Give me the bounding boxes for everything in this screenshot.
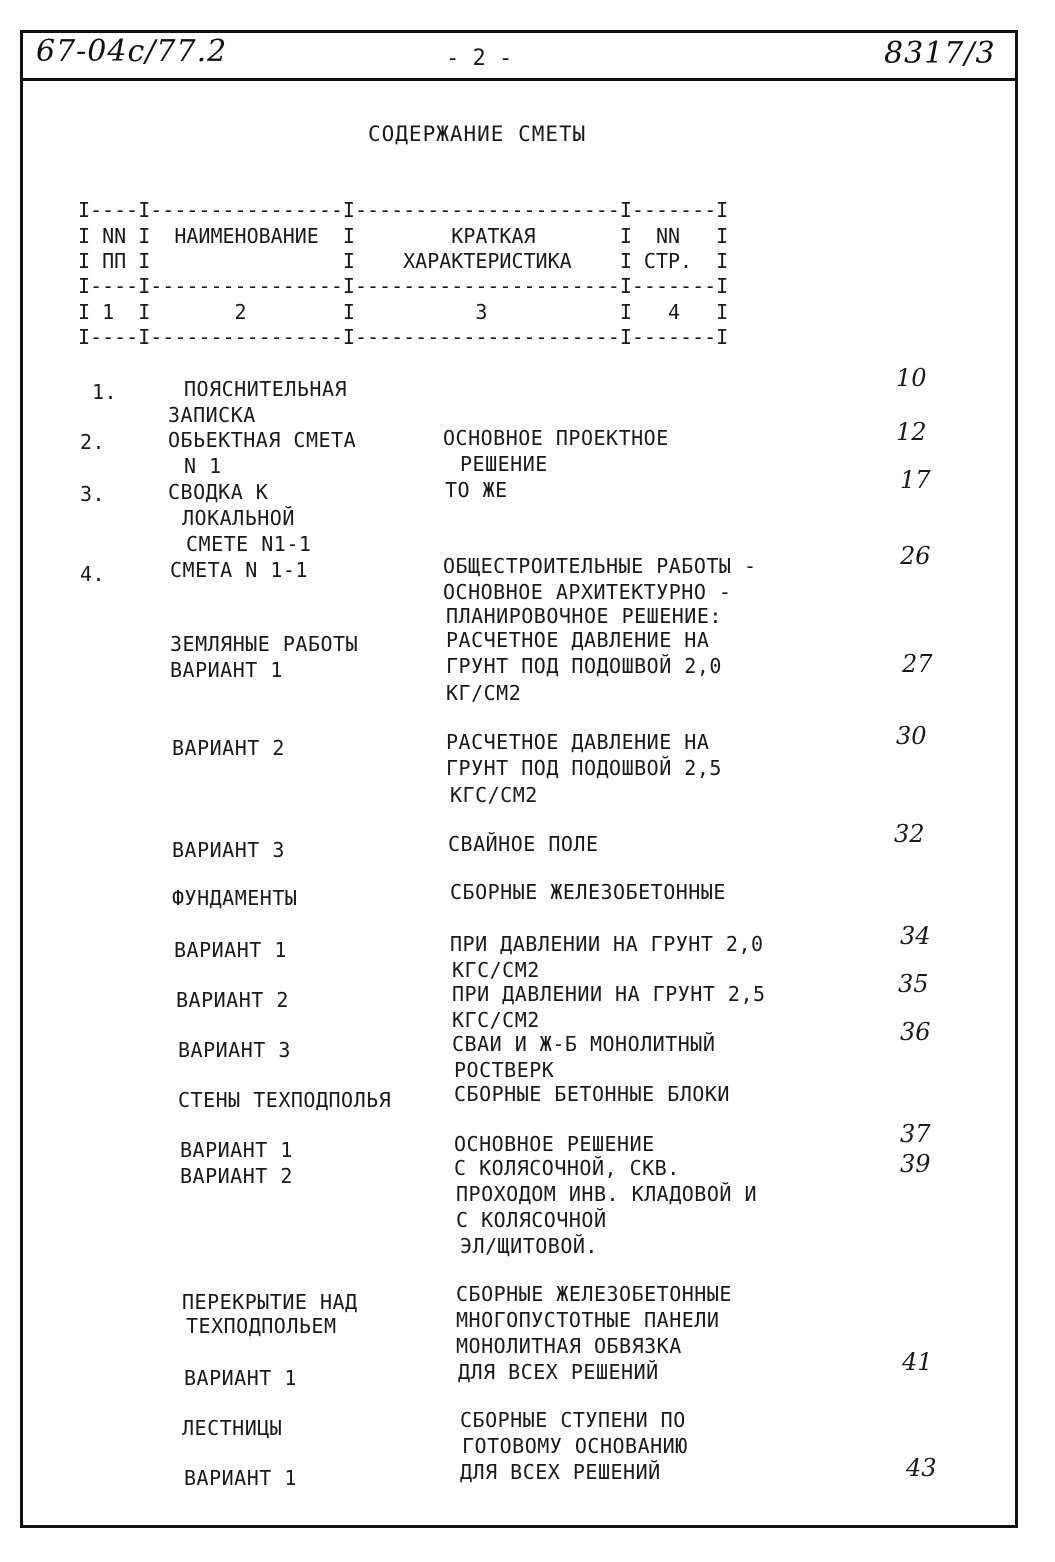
row-page: 27 — [902, 650, 933, 678]
row-number: 1. — [92, 380, 118, 404]
header-divider — [20, 78, 1018, 81]
header-rule-top: I----I----------------I----------------------I-------I — [78, 198, 729, 222]
row-description: ДЛЯ ВСЕХ РЕШЕНИЙ — [460, 1460, 661, 1484]
row-name: ВАРИАНТ 1 — [180, 1138, 293, 1162]
row-page: 36 — [900, 1018, 931, 1046]
row-page: 35 — [898, 970, 929, 998]
row-name: ПЕРЕКРЫТИЕ НАД — [182, 1290, 358, 1314]
row-description: ПРОХОДОМ ИНВ. КЛАДОВОЙ И — [456, 1182, 757, 1206]
row-description: ГОТОВОМУ ОСНОВАНИЮ — [462, 1434, 688, 1458]
header-rule-bottom: I----I----------------I----------------------I-------I — [78, 325, 729, 349]
row-description: ОБЩЕСТРОИТЕЛЬНЫЕ РАБОТЫ - — [443, 554, 757, 578]
row-description: ОСНОВНОЕ ПРОЕКТНОЕ — [443, 426, 669, 450]
row-description: ОСНОВНОЕ АРХИТЕКТУРНО - — [443, 580, 732, 604]
row-description: РАСЧЕТНОЕ ДАВЛЕНИЕ НА — [446, 730, 710, 754]
row-page: 37 — [900, 1120, 931, 1148]
header-row-1: I NN I НАИМЕНОВАНИЕ I КРАТКАЯ I NN I — [78, 224, 729, 248]
row-description: ПРИ ДАВЛЕНИИ НА ГРУНТ 2,5 — [452, 982, 766, 1006]
row-description: СБОРНЫЕ ЖЕЛЕЗОБЕТОННЫЕ — [450, 880, 726, 904]
header-row-2: I ПП I I ХАРАКТЕРИСТИКА I СТР. I — [78, 249, 729, 273]
row-description: РАСЧЕТНОЕ ДАВЛЕНИЕ НА — [446, 628, 710, 652]
row-page: 30 — [896, 722, 927, 750]
row-name: ВАРИАНТ 1 — [184, 1366, 297, 1390]
row-description: РОСТВЕРК — [454, 1058, 555, 1082]
row-description: КГС/СМ2 — [452, 958, 540, 982]
row-name: ВАРИАНТ 2 — [176, 988, 289, 1012]
row-name: СТЕНЫ ТЕХПОДПОЛЬЯ — [178, 1088, 392, 1112]
row-name: ЗАПИСКА — [168, 403, 256, 427]
row-name: ЗЕМЛЯНЫЕ РАБОТЫ — [170, 632, 359, 656]
row-number: 2. — [80, 430, 106, 454]
header-column-numbers: I 1 I 2 I 3 I 4 I — [78, 300, 729, 324]
row-name: СМЕТЕ N1-1 — [186, 532, 312, 556]
page-number: - 2 - — [446, 46, 513, 71]
row-description: СБОРНЫЕ СТУПЕНИ ПО — [460, 1408, 686, 1432]
inventory-number: 8317/3 — [884, 36, 996, 71]
row-name: ПОЯСНИТЕЛЬНАЯ — [184, 377, 348, 401]
row-page: 17 — [900, 466, 931, 494]
row-description: С КОЛЯСОЧНОЙ — [456, 1208, 607, 1232]
row-description: ОСНОВНОЕ РЕШЕНИЕ — [454, 1132, 655, 1156]
row-description: СБОРНЫЕ БЕТОННЫЕ БЛОКИ — [454, 1082, 730, 1106]
row-description: РЕШЕНИЕ — [460, 452, 548, 476]
row-name: ВАРИАНТ 2 — [172, 736, 285, 760]
row-page: 39 — [900, 1150, 931, 1178]
row-name: СВОДКА К — [168, 480, 269, 504]
row-name: ФУНДАМЕНТЫ — [172, 886, 298, 910]
row-description: КГ/СМ2 — [446, 681, 522, 705]
row-description: ГРУНТ ПОД ПОДОШВОЙ 2,5 — [446, 756, 722, 780]
row-name: ВАРИАНТ 1 — [170, 658, 283, 682]
row-description: ДЛЯ ВСЕХ РЕШЕНИЙ — [458, 1360, 659, 1384]
row-page: 43 — [906, 1454, 937, 1482]
row-description: МОНОЛИТНАЯ ОБВЯЗКА — [456, 1334, 682, 1358]
header-rule-mid: I----I----------------I----------------------I-------I — [78, 274, 729, 298]
row-number: 3. — [80, 482, 106, 506]
row-page: 32 — [894, 820, 925, 848]
row-description: ЭЛ/ЩИТОВОЙ. — [460, 1234, 598, 1258]
row-description: СБОРНЫЕ ЖЕЛЕЗОБЕТОННЫЕ — [456, 1282, 732, 1306]
row-page: 12 — [896, 418, 927, 446]
row-description: ТО ЖЕ — [445, 478, 508, 502]
row-page: 26 — [900, 542, 931, 570]
row-name: N 1 — [184, 454, 222, 478]
row-description: СВАИ И Ж-Б МОНОЛИТНЫЙ — [452, 1032, 716, 1056]
row-name: ВАРИАНТ 1 — [174, 938, 287, 962]
row-description: ПЛАНИРОВОЧНОЕ РЕШЕНИЕ: — [446, 604, 722, 628]
row-number: 4. — [80, 562, 106, 586]
row-description: КГС/СМ2 — [450, 783, 538, 807]
page-title: СОДЕРЖАНИЕ СМЕТЫ — [368, 122, 587, 146]
row-page: 41 — [902, 1348, 933, 1376]
row-description: СВАЙНОЕ ПОЛЕ — [448, 832, 599, 856]
row-description: ГРУНТ ПОД ПОДОШВОЙ 2,0 — [446, 654, 722, 678]
row-page: 34 — [900, 922, 931, 950]
row-name: ВАРИАНТ 1 — [184, 1466, 297, 1490]
row-name: ВАРИАНТ 2 — [180, 1164, 293, 1188]
row-description: С КОЛЯСОЧНОЙ, СКВ. — [454, 1156, 680, 1180]
row-page: 10 — [896, 364, 927, 392]
row-name: ЛЕСТНИЦЫ — [182, 1416, 283, 1440]
row-name: ЛОКАЛЬНОЙ — [182, 506, 295, 530]
row-description: КГС/СМ2 — [452, 1008, 540, 1032]
row-name: СМЕТА N 1-1 — [170, 558, 308, 582]
row-name: ОБЬЕКТНАЯ СМЕТА — [168, 428, 357, 452]
doc-code: 67-04с/77.2 — [36, 34, 228, 69]
row-name: ТЕХПОДПОЛЬЕМ — [186, 1314, 337, 1338]
row-description: ПРИ ДАВЛЕНИИ НА ГРУНТ 2,0 — [450, 932, 764, 956]
row-name: ВАРИАНТ 3 — [178, 1038, 291, 1062]
row-description: МНОГОПУСТОТНЫЕ ПАНЕЛИ — [456, 1308, 720, 1332]
row-name: ВАРИАНТ 3 — [172, 838, 285, 862]
